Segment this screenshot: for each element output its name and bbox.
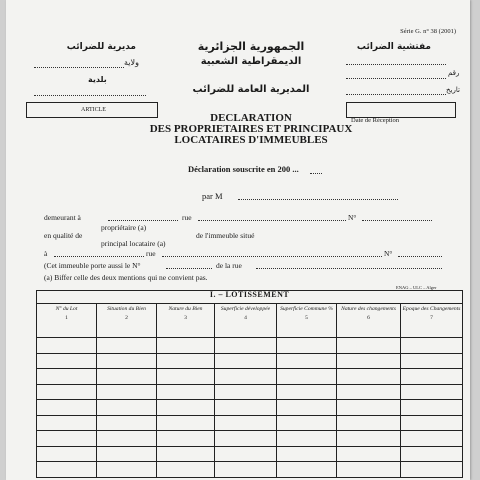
reception-label: Date de Réception bbox=[351, 117, 400, 124]
demeurant-line[interactable] bbox=[108, 220, 178, 221]
col-header-nature: Nature du Bien 3 bbox=[157, 304, 215, 338]
table-cell[interactable] bbox=[215, 369, 277, 385]
col-header-nature-changements: Nature des changements 6 bbox=[337, 304, 401, 338]
table-row bbox=[37, 431, 463, 447]
date-label: تاريخ bbox=[446, 86, 460, 94]
commune-line[interactable] bbox=[34, 95, 146, 96]
immeuble-label: de l'immeuble situé bbox=[196, 231, 255, 240]
numero2-label: N° bbox=[384, 249, 393, 258]
table-row bbox=[37, 384, 463, 400]
table-cell[interactable] bbox=[97, 384, 157, 400]
col-header-lot: N° du Lot 1 bbox=[37, 304, 97, 338]
table-cell[interactable] bbox=[157, 431, 215, 447]
table-cell[interactable] bbox=[277, 400, 337, 416]
table-cell[interactable] bbox=[37, 369, 97, 385]
table-cell[interactable] bbox=[97, 400, 157, 416]
table-cell[interactable] bbox=[215, 400, 277, 416]
col-header-situation: Situation du Bien 2 bbox=[97, 304, 157, 338]
table-cell[interactable] bbox=[337, 384, 401, 400]
table-cell[interactable] bbox=[401, 446, 463, 462]
a-label: à bbox=[44, 249, 48, 258]
table-cell[interactable] bbox=[37, 446, 97, 462]
table-cell[interactable] bbox=[401, 462, 463, 478]
table-cell[interactable] bbox=[337, 400, 401, 416]
table-cell[interactable] bbox=[97, 415, 157, 431]
table-cell[interactable] bbox=[337, 446, 401, 462]
table-cell[interactable] bbox=[401, 431, 463, 447]
col-header-superficie-commune: Superficie Commune % 5 bbox=[277, 304, 337, 338]
col-header-epoque-changements: Epoque des Changements 7 bbox=[401, 304, 463, 338]
printer-mark: ENAG – ULC – Alger bbox=[396, 285, 437, 290]
table-cell[interactable] bbox=[37, 431, 97, 447]
table-cell[interactable] bbox=[215, 431, 277, 447]
number-line[interactable] bbox=[346, 78, 446, 79]
table-row bbox=[37, 462, 463, 478]
table-cell[interactable] bbox=[277, 462, 337, 478]
table-cell[interactable] bbox=[157, 353, 215, 369]
porte-line[interactable] bbox=[166, 268, 212, 269]
biffer-note: (a) Biffer celle des deux mentions qui ne convient pas. bbox=[44, 273, 208, 282]
city-line[interactable] bbox=[54, 256, 144, 257]
table-cell[interactable] bbox=[37, 400, 97, 416]
title-line-3: LOCATAIRES D'IMMEUBLES bbox=[174, 134, 328, 146]
table-cell[interactable] bbox=[401, 353, 463, 369]
table-cell[interactable] bbox=[215, 384, 277, 400]
republic-heading: الجمهورية الجزائرية bbox=[197, 40, 305, 53]
number-label: رقم bbox=[448, 69, 460, 77]
qualite-label: en qualité de bbox=[44, 231, 83, 240]
table-cell[interactable] bbox=[277, 338, 337, 354]
table-cell[interactable] bbox=[277, 415, 337, 431]
demeurant-label: demeurant à bbox=[44, 213, 81, 222]
table-cell[interactable] bbox=[97, 462, 157, 478]
declarant-name-line[interactable] bbox=[238, 199, 398, 200]
table-cell[interactable] bbox=[401, 384, 463, 400]
lotissement-section-title: I. – LOTISSEMENT bbox=[37, 291, 463, 304]
rue-label: rue bbox=[182, 213, 192, 222]
numero-line[interactable] bbox=[362, 220, 432, 221]
porte-label: (Cet immeuble porte aussi le N° bbox=[44, 261, 141, 270]
table-cell[interactable] bbox=[277, 353, 337, 369]
col-header-superficie-developpee: Superficie développée 4 bbox=[215, 304, 277, 338]
table-cell[interactable] bbox=[157, 369, 215, 385]
numero-label: N° bbox=[348, 213, 357, 222]
proprietaire-option[interactable]: propriétaire (a) bbox=[101, 223, 147, 232]
lotissement-table bbox=[36, 290, 463, 478]
direction-label: مديرية للضرائب bbox=[66, 42, 136, 52]
table-cell[interactable] bbox=[157, 384, 215, 400]
table-cell[interactable] bbox=[215, 353, 277, 369]
article-label: ARTICLE bbox=[81, 107, 106, 113]
table-cell[interactable] bbox=[215, 462, 277, 478]
table-cell[interactable] bbox=[157, 400, 215, 416]
form-sheet bbox=[6, 0, 470, 480]
table-row bbox=[37, 446, 463, 462]
inspection-line[interactable] bbox=[346, 64, 446, 65]
table-cell[interactable] bbox=[337, 338, 401, 354]
table-row bbox=[37, 400, 463, 416]
wilaya-label: ولاية bbox=[124, 58, 139, 67]
table-cell[interactable] bbox=[277, 431, 337, 447]
table-cell[interactable] bbox=[401, 415, 463, 431]
directorate-heading: المديرية العامة للضرائب bbox=[192, 84, 310, 95]
table-cell[interactable] bbox=[401, 369, 463, 385]
table-cell[interactable] bbox=[337, 431, 401, 447]
column-header-row bbox=[37, 304, 463, 338]
table-cell[interactable] bbox=[277, 384, 337, 400]
table-cell[interactable] bbox=[215, 338, 277, 354]
form-title bbox=[126, 113, 376, 146]
title-line-1: DECLARATION bbox=[210, 112, 292, 124]
table-row bbox=[37, 415, 463, 431]
date-line[interactable] bbox=[346, 94, 446, 95]
table-cell[interactable] bbox=[37, 415, 97, 431]
table-cell[interactable] bbox=[97, 369, 157, 385]
table-cell[interactable] bbox=[157, 462, 215, 478]
declaration-year: Déclaration souscrite en 200 ... bbox=[188, 164, 299, 174]
commune-label: بلدية bbox=[88, 75, 107, 84]
table-cell[interactable] bbox=[37, 338, 97, 354]
table-cell[interactable] bbox=[97, 353, 157, 369]
inspection-label: مفتشية الضرائب bbox=[356, 42, 431, 52]
table-cell[interactable] bbox=[215, 446, 277, 462]
table-cell[interactable] bbox=[215, 415, 277, 431]
rue2-label: rue bbox=[146, 249, 156, 258]
rue2-line[interactable] bbox=[162, 256, 382, 257]
numero2-line[interactable] bbox=[398, 256, 442, 257]
table-cell[interactable] bbox=[97, 338, 157, 354]
table-cell[interactable] bbox=[277, 446, 337, 462]
table-cell[interactable] bbox=[37, 353, 97, 369]
year-line[interactable] bbox=[310, 173, 322, 174]
table-cell[interactable] bbox=[337, 353, 401, 369]
table-cell[interactable] bbox=[157, 338, 215, 354]
par-m-label: par M bbox=[202, 191, 223, 201]
table-cell[interactable] bbox=[97, 431, 157, 447]
table-cell[interactable] bbox=[337, 369, 401, 385]
title-line-2: DES PROPRIETAIRES ET PRINCIPAUX bbox=[149, 123, 353, 135]
table-cell[interactable] bbox=[337, 415, 401, 431]
table-cell[interactable] bbox=[37, 384, 97, 400]
table-cell[interactable] bbox=[157, 415, 215, 431]
series-number: Série G. n° 38 (2001) bbox=[400, 28, 456, 35]
de-la-rue-line[interactable] bbox=[256, 268, 442, 269]
de-la-rue-label: de la rue bbox=[216, 261, 242, 270]
table-cell[interactable] bbox=[401, 400, 463, 416]
locataire-option[interactable]: principal locataire (a) bbox=[101, 239, 166, 248]
table-row bbox=[37, 369, 463, 385]
table-cell[interactable] bbox=[401, 338, 463, 354]
table-row bbox=[37, 338, 463, 354]
table-cell[interactable] bbox=[97, 446, 157, 462]
wilaya-line[interactable] bbox=[34, 67, 124, 68]
table-cell[interactable] bbox=[37, 462, 97, 478]
table-cell[interactable] bbox=[157, 446, 215, 462]
table-cell[interactable] bbox=[337, 462, 401, 478]
table-cell[interactable] bbox=[277, 369, 337, 385]
table-row bbox=[37, 353, 463, 369]
democratic-heading: الديمقراطية الشعبية bbox=[200, 56, 302, 67]
rue-line[interactable] bbox=[198, 220, 346, 221]
